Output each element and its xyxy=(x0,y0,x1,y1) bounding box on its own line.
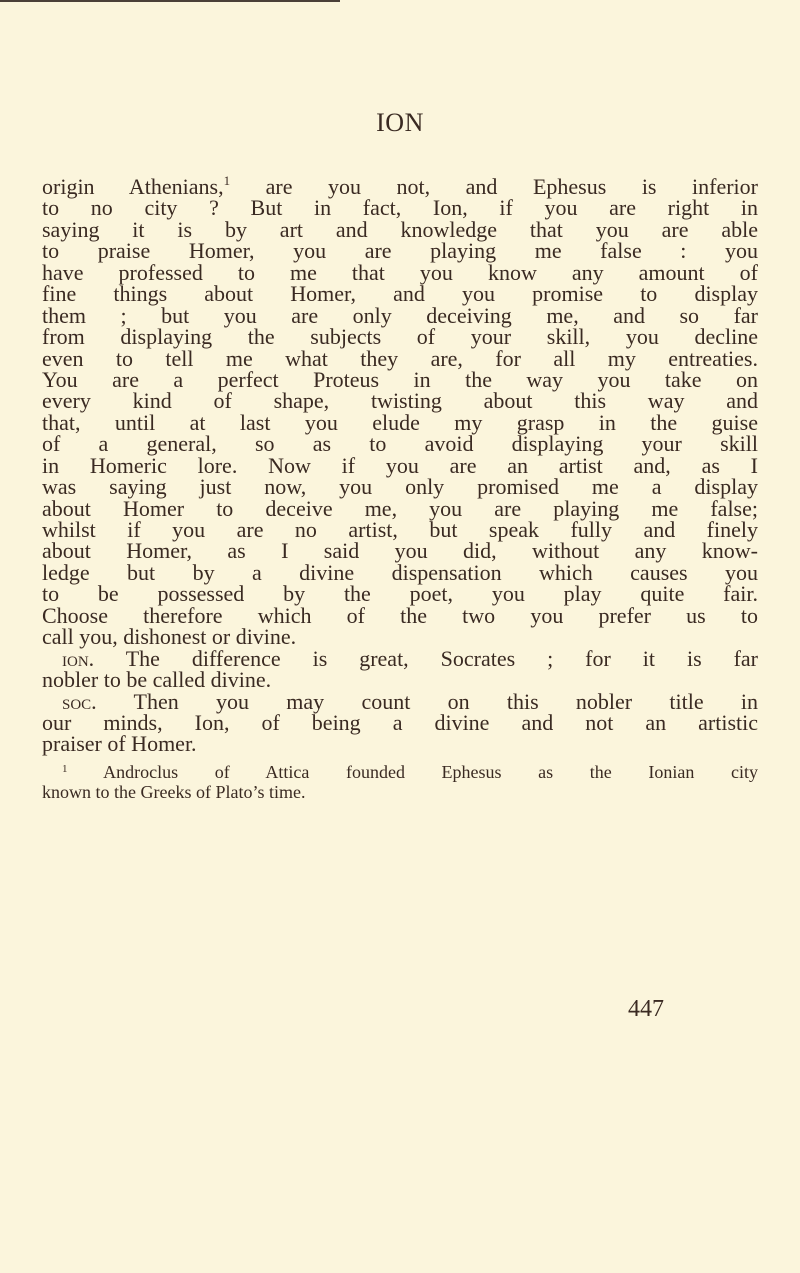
text-line xyxy=(42,645,758,671)
text-line xyxy=(42,238,758,264)
line-text: of a general, so as to avoid displaying your skill xyxy=(42,431,758,457)
line-text: call you, dishonest or divine. xyxy=(42,624,297,650)
line-text: that, until at last you elude my grasp in the guise xyxy=(42,409,758,435)
line-text: praiser of Homer. xyxy=(42,731,197,757)
footnote-marker: 1 xyxy=(62,763,68,775)
line-text: whilst if you are no artist, but speak fully and finely xyxy=(42,517,758,542)
line-text: to praise Homer, you are playing me false : you xyxy=(42,238,758,264)
line-text: saying it is by art and knowledge that you are able xyxy=(42,216,758,242)
line-text: origin Athenians, xyxy=(42,174,224,199)
scan-edge xyxy=(0,0,340,2)
line-text: in Homeric lore. Now if you are an artist and, as I xyxy=(42,452,758,478)
text-line xyxy=(42,667,758,693)
text-line xyxy=(42,731,758,757)
text-line xyxy=(42,431,758,457)
line-text: nobler to be called divine. xyxy=(42,667,272,693)
text-line xyxy=(42,538,758,564)
line-text: even to tell me what they are, for all my entreaties. xyxy=(42,345,758,371)
speaker-label: soc. xyxy=(62,688,97,714)
text-line xyxy=(42,409,758,435)
text-line xyxy=(42,366,758,392)
line-text: was saying just now, you only promised me a display xyxy=(42,474,758,500)
line-text: ledge but by a divine dispensation which causes you xyxy=(42,559,758,585)
page-number: 447 xyxy=(628,996,664,1022)
text-line xyxy=(42,173,758,199)
text-line xyxy=(42,388,758,414)
text-line xyxy=(42,345,758,371)
text-line xyxy=(42,216,758,242)
speaker-label: ion. xyxy=(62,645,95,671)
text-line xyxy=(42,281,758,307)
line-text: them ; but you are only deceiving me, and so far xyxy=(42,302,758,328)
line-text: about Homer to deceive me, you are playing me false; xyxy=(42,495,758,521)
line-text: You are a perfect Proteus in the way you take on xyxy=(42,366,758,392)
line-text: every kind of shape, twisting about this way and xyxy=(42,388,758,414)
text-line xyxy=(42,195,758,221)
line-text: Then you may count on this nobler title in xyxy=(96,688,758,714)
line-text: to be possessed by the poet, you play quite fair. xyxy=(42,581,758,607)
text-line xyxy=(42,474,758,500)
text-line xyxy=(42,624,758,650)
text-line xyxy=(42,259,758,285)
text-line xyxy=(42,559,758,585)
footnote xyxy=(42,762,758,802)
text-line xyxy=(42,324,758,350)
running-title: ION xyxy=(376,108,424,137)
main-text xyxy=(42,173,758,757)
line-text: our minds, Ion, of being a divine and not an artistic xyxy=(42,709,758,735)
line-text: from displaying the subjects of your skill, you decline xyxy=(42,324,758,350)
line-text: fine things about Homer, and you promise to display xyxy=(42,281,758,307)
footnote-marker: 1 xyxy=(223,173,231,188)
line-text: about Homer, as I said you did, without any know- xyxy=(42,538,758,564)
line-text: have professed to me that you know any amount of xyxy=(42,259,758,285)
text-line xyxy=(42,495,758,521)
line-text: Choose therefore which of the two you prefer us to xyxy=(42,602,758,628)
text-line xyxy=(42,302,758,328)
text-line xyxy=(42,688,758,714)
line-text: are you not, and Ephesus is inferior xyxy=(230,174,758,199)
line-text: known to the Greeks of Plato’s time. xyxy=(42,782,306,802)
text-line xyxy=(42,519,758,540)
line-text: to no city ? But in fact, Ion, if you are right in xyxy=(42,195,758,221)
line-text: Androclus of Attica founded Ephesus as the Ionian city xyxy=(67,762,758,782)
text-line xyxy=(42,602,758,628)
text-line xyxy=(42,452,758,478)
text-line xyxy=(42,762,758,782)
text-line xyxy=(42,782,758,802)
text-line xyxy=(42,581,758,607)
text-line xyxy=(42,709,758,735)
line-text: The difference is great, Socrates ; for it is far xyxy=(94,645,758,671)
